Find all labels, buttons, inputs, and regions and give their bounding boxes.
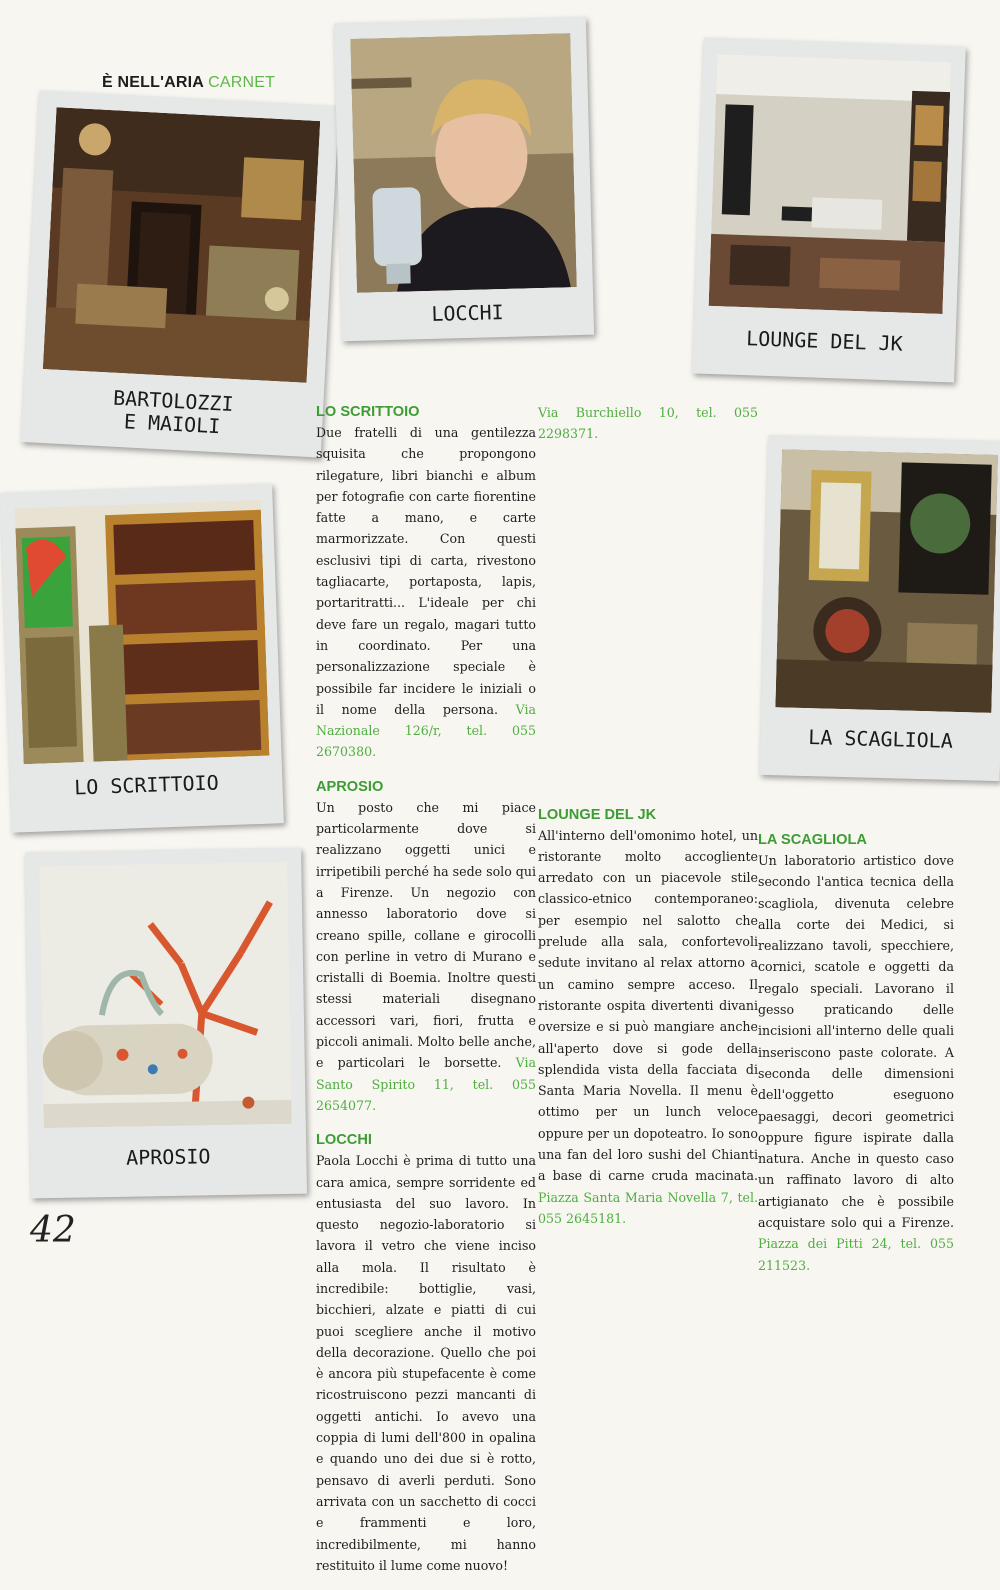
article-text: Due fratelli di una gentilezza squisita che propongono rilegature, libri bianchi e album per fotografie con carte fiorentine fatte a mano, e carte marmorizzate. Con questi esclusivi tipi di carta, rivestono tagliacarte, portaposta, lapis, portaritratti... L'ideale per chi deve fare un regalo, magari tutto in coordinato. Per una personalizzazione speciale è possibile far incidere le iniziali o il nome della persona. <box>316 425 536 717</box>
article-title: LA SCAGLIOLA <box>758 832 867 848</box>
photo-scagliola <box>760 435 1000 781</box>
article-lounge <box>538 805 758 1230</box>
photo-scrittoio-image <box>15 500 270 764</box>
photo-locchi-image <box>350 33 577 293</box>
photo-scagliola-image <box>775 449 998 713</box>
article-address: Piazza Santa Maria Novella 7, tel. 055 2645181. <box>538 1189 758 1226</box>
coral-bag-illustration <box>39 862 292 1128</box>
photo-bartolozzi <box>21 90 339 457</box>
article-text: Un posto che mi piace particolarmente dove si realizzano oggetti unici e irripetibili perché ha sede solo qui a Firenze. Un negozio con annesso laboratorio dove si creano spille, collane e girocolli con perline in vetro di Murano e cristalli di Boemia. Inoltre questi stessi materiali disegnano accessori vari, fiori, frutta e piccoli animali. Molto belle anche, e particolari le borsette. <box>316 799 536 1071</box>
page-number: 42 <box>30 1210 76 1251</box>
article-text: All'interno dell'omonimo hotel, un ristorante molto accogliente arredato con un piacevole stile classico-etnico contemporaneo: per esempio nel salotto che prelude alla sala, confortevoli sedute invitano al relax attorno a un camino sempre acceso. Il ristorante ospita divertenti divani oversize e si può mangiare anche all'aperto dove si gode della splendida vista della facciata di Santa Maria Novella. Il menu è ottimo per un lunch veloce oppure per un dopoteatro. Io sono una fan del loro sushi del Chianti a base di carne cruda macinata. <box>538 827 758 1184</box>
photo-aprosio-caption: APROSIO <box>125 1144 211 1170</box>
photo-locchi <box>334 17 594 341</box>
bookshop-illustration <box>15 500 270 764</box>
article-body-continued <box>538 402 758 445</box>
column-3 <box>758 830 954 1290</box>
article-address: Via Santo Spirito 11, tel. 055 2654077. <box>316 1055 536 1113</box>
article-body <box>316 1150 536 1576</box>
article-text: Paola Locchi è prima di tutto una cara amica, sempre sorridente ed entusiasta del suo lavoro. In questo negozio-laboratorio si lavora il vetro che viene inciso alla mola. Il risultato è incredibile: bottiglie, vasi, bicchieri, alzate e piatti di cui puoi scegliere anche il motivo della decorazione. Quello che poi è ancora più stupefacente è come ricostruiscono pezzi mancanti di oggetti antichi. Io avevo una coppia di lumi dell'800 in opalina e quando uno dei due si è rotto, pensavo di averli perduti. Sono arrivata con un sacchetto di cocci e frammenti e loro, incredibilmente, mi hanno restituito il lume come nuovo! <box>316 1153 536 1573</box>
photo-lounge <box>692 38 966 383</box>
article-address: Via Nazionale 126/r, tel. 055 2670380. <box>316 701 536 760</box>
category-label: CARNET <box>208 74 276 91</box>
article-body <box>758 850 954 1276</box>
photo-aprosio <box>25 848 307 1199</box>
article-title: LOUNGE DEL JK <box>538 806 657 823</box>
section-header <box>102 74 275 92</box>
photo-lounge-image <box>709 54 952 314</box>
photo-locchi-caption: LOCCHI <box>431 300 504 326</box>
section-label: È NELL'ARIA <box>102 74 204 91</box>
photo-scrittoio <box>0 483 284 832</box>
article-body <box>538 825 758 1230</box>
article-locchi-continued <box>538 402 758 445</box>
column-2 <box>538 402 758 1243</box>
photo-lounge-caption: LOUNGE DEL JK <box>745 326 904 356</box>
article-title: LOCCHI <box>316 1132 372 1149</box>
photo-scagliola-caption: LA SCAGLIOLA <box>808 725 954 753</box>
article-aprosio <box>316 777 536 1116</box>
photo-scrittoio-caption: LO SCRITTOIO <box>73 770 220 800</box>
caption-line-1: BARTOLOZZI <box>112 385 235 416</box>
article-title: APROSIO <box>316 778 384 795</box>
article-title: LO SCRITTOIO <box>316 404 420 420</box>
lounge-illustration <box>709 54 952 314</box>
article-address: Via Burchiello 10, tel. 055 2298371. <box>538 405 758 442</box>
article-address: Piazza dei Pitti 24, tel. 055 211523. <box>758 1236 954 1273</box>
photo-bartolozzi-image <box>43 107 320 382</box>
article-text: Un laboratorio artistico dove secondo l'antica tecnica della scagliola, divenuta celebre alla corte dei Medici, si realizzano tavoli, specchiere, cornici, scatole e oggetti da regalo speciali. Lavorano il gesso praticando delle incisioni all'interno delle quali inseriscono paste colorate. A seconda delle dimensioni dell'oggetto eseguono paesaggi, decori geometrici oppure figure ispirate dalla natura. Anche in questo caso un raffinato lavoro di alto artigianato che è possibile acquistare solo qui a Firenze. <box>758 853 954 1231</box>
article-scagliola <box>758 830 954 1276</box>
photo-bartolozzi-caption <box>22 382 324 444</box>
article-scrittoio <box>316 402 536 763</box>
scagliola-shop-illustration <box>775 449 998 713</box>
portrait-illustration <box>350 33 577 293</box>
antique-shop-illustration <box>43 107 320 382</box>
article-body <box>316 422 536 763</box>
column-1 <box>316 402 536 1590</box>
photo-aprosio-image <box>39 862 292 1128</box>
article-body <box>316 797 536 1116</box>
caption-line-2: E MAIOLI <box>123 409 221 439</box>
article-locchi <box>316 1130 536 1576</box>
